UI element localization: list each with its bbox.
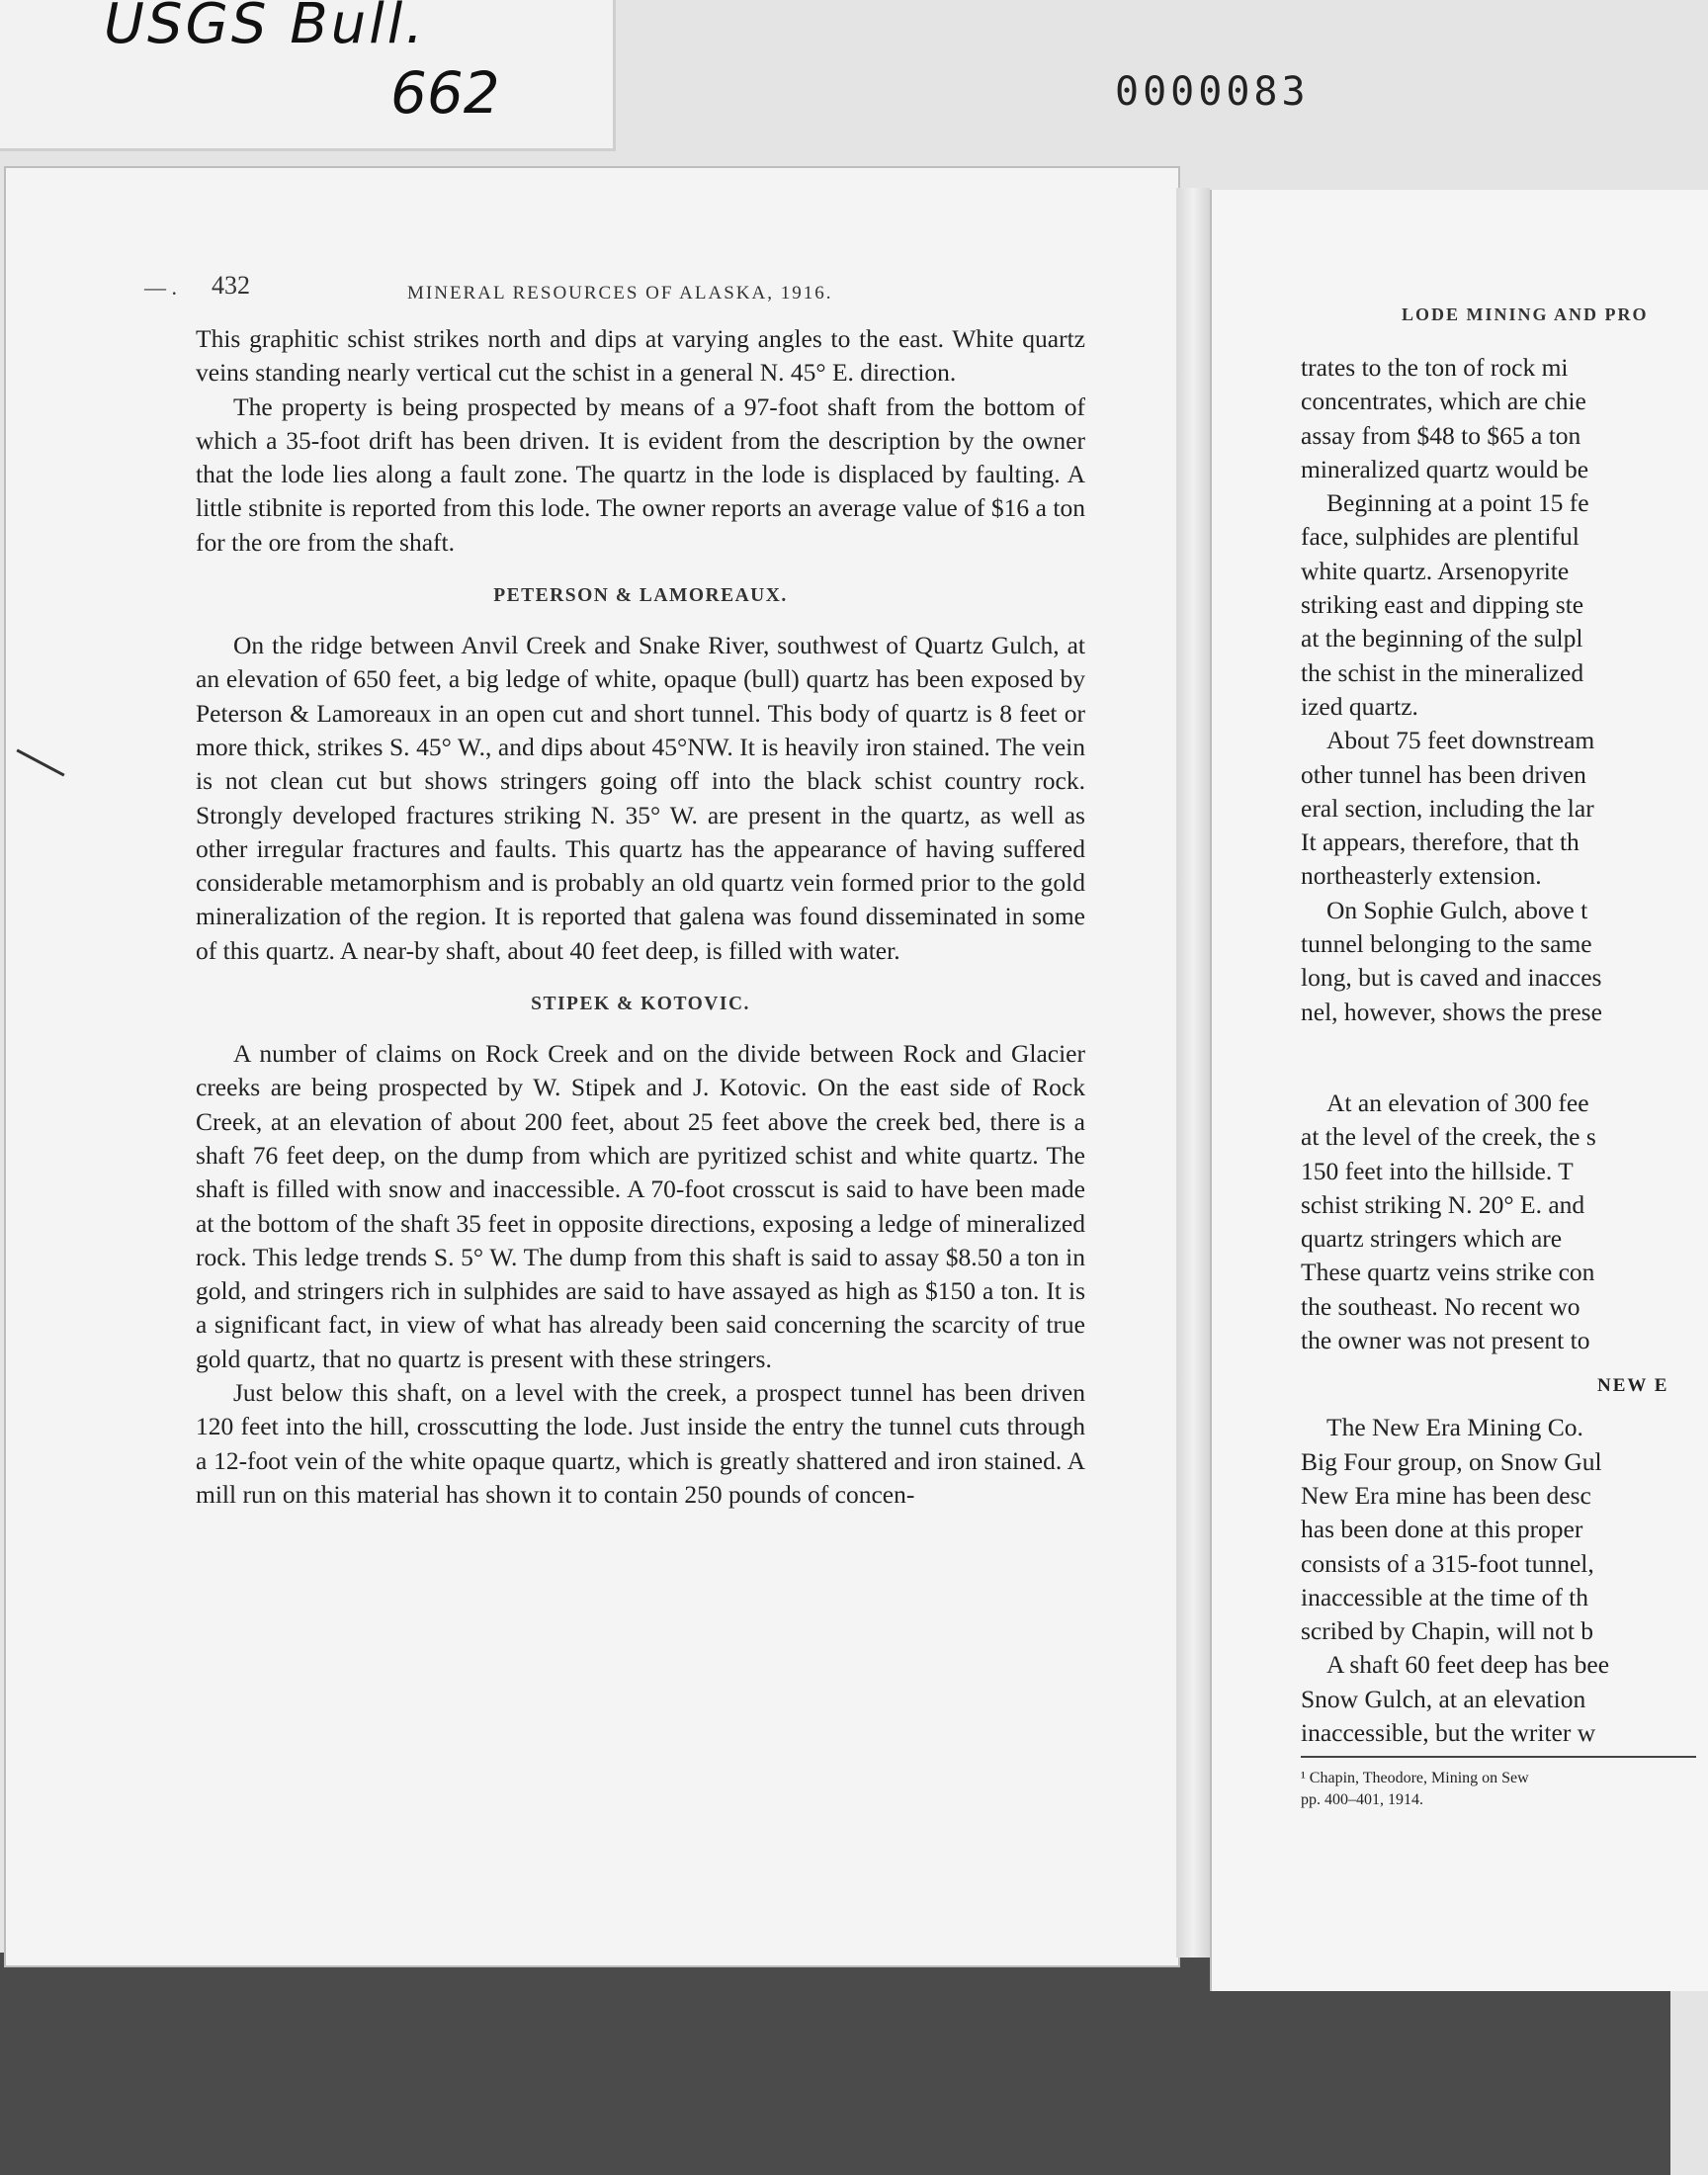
text-line: assay from $48 to $65 a ton	[1301, 420, 1581, 450]
right-running-head: LODE MINING AND PRO	[1402, 304, 1649, 324]
book-gutter	[1176, 188, 1210, 1958]
text-line: 150 feet into the hillside. T	[1301, 1156, 1574, 1185]
text-line: scribed by Chapin, will not b	[1301, 1616, 1594, 1646]
section-heading-stipek: STIPEK & KOTOVIC.	[531, 994, 750, 1015]
text-line: striking east and dipping ste	[1301, 590, 1584, 620]
text-line: face, sulphides are plentiful	[1301, 522, 1580, 552]
text-line: It appears, therefore, that th	[1301, 827, 1580, 857]
text-line: Big Four group, on Snow Gul	[1301, 1446, 1602, 1476]
paragraph-peterson: On the ridge between Anvil Creek and Snake River, southwest of Quartz Gulch, at an elevation of 650 feet, a big ledge of white, opaque (bull) quartz has been exposed by Peterson & Lamoreaux in an open cut and short tunnel. This body of quartz is 8 feet or more thick, strikes S. 45° W., and dips about 45°NW. It is heavily iron stained. The vein is not clean cut but shows stringers going off into the black schist country rock. Strongly developed fractures striking N. 35° W. are present in the quartz, as well as other irregular fractures and faults. This quartz has the appearance of having suffered considerable metamorphism and is probably an old quartz vein formed prior to the gold mineralization of the region. It is reported that galena was found disseminated in some of this quartz. A near-by shaft, about 40 feet deep, is filled with water.	[196, 631, 1085, 965]
text-line: at the level of the creek, the s	[1301, 1122, 1596, 1152]
text-line: the southeast. No recent wo	[1301, 1291, 1580, 1321]
right-block-shaft	[1301, 1648, 1708, 1750]
paragraph-tunnel: Just below this shaft, on a level with the creek, a prospect tunnel has been driven 120 feet into the hill, crosscutting the lode. Just inside the entry the tunnel cuts through a 12-foot vein of the white opaque quartz, which is greatly shattered and iron stained. A mill run on this material has shown it to contain 250 pounds of concen-	[196, 1378, 1085, 1509]
right-block-new-era	[1301, 1411, 1708, 1648]
text-line: eral section, including the lar	[1301, 793, 1594, 823]
blank-gap	[1301, 1029, 1708, 1087]
section-heading-new-era: NEW E	[1597, 1375, 1669, 1397]
text-line: concentrates, which are chie	[1301, 387, 1586, 416]
paragraph-schist: This graphitic schist strikes north and dips at varying angles to the east. White quartz veins standing nearly vertical cut the schist in a general N. 45° E. direction.	[196, 324, 1085, 388]
catalog-label-card	[0, 0, 616, 151]
document-number: 0000083	[1115, 69, 1310, 115]
text-line: quartz stringers which are	[1301, 1224, 1563, 1254]
text-line: other tunnel has been driven	[1301, 759, 1586, 789]
text-line: mineralized quartz would be	[1301, 454, 1589, 483]
text-line: ized quartz.	[1301, 691, 1418, 721]
text-line: These quartz veins strike con	[1301, 1258, 1595, 1287]
text-line: On Sophie Gulch, above t	[1326, 895, 1588, 924]
text-line: the owner was not present to	[1301, 1326, 1590, 1355]
handwritten-label-line2: 662	[390, 59, 500, 127]
text-line: inaccessible at the time of th	[1301, 1582, 1589, 1611]
text-line: consists of a 315-foot tunnel,	[1301, 1548, 1594, 1578]
paragraph-shaft: The property is being prospected by means of a 97-foot shaft from the bottom of which a 35-foot drift has been driven. It is evident from the description by the owner that the lode lies along a fault zone. The quartz in the lode is displaced by faulting. A little stibnite is reported from this lode. The owner reports an average value of $16 a ton for the ore from the shaft.	[196, 392, 1085, 557]
right-block-sulphides	[1301, 486, 1708, 724]
text-line: Beginning at a point 15 fe	[1326, 488, 1589, 518]
text-line: The New Era Mining Co.	[1326, 1413, 1583, 1442]
text-line: schist striking N. 20° E. and	[1301, 1189, 1585, 1219]
text-line: trates to the ton of rock mi	[1301, 353, 1569, 382]
text-line: inaccessible, but the writer w	[1301, 1717, 1596, 1747]
text-line: northeasterly extension.	[1301, 861, 1542, 891]
right-page	[1210, 190, 1708, 1991]
handwritten-label-line1: USGS Bull.	[104, 0, 427, 56]
section-heading-peterson: PETERSON & LAMOREAUX.	[493, 585, 788, 607]
page-number: 432	[212, 271, 250, 300]
right-text-column	[1301, 351, 1708, 1811]
text-line: At an elevation of 300 fee	[1326, 1088, 1589, 1117]
text-line: Snow Gulch, at an elevation	[1301, 1684, 1586, 1713]
text-line: the schist in the mineralized	[1301, 657, 1584, 687]
footnote-line1: ¹ Chapin, Theodore, Mining on Sew	[1301, 1770, 1529, 1787]
right-block-sophie-gulch	[1301, 894, 1708, 1029]
left-text-column	[196, 322, 1085, 1512]
footnote-line2: pp. 400–401, 1914.	[1301, 1791, 1423, 1809]
right-block-downstream	[1301, 724, 1708, 893]
text-line: New Era mine has been desc	[1301, 1480, 1591, 1510]
margin-dash: — .	[144, 275, 177, 300]
text-line: About 75 feet downstream	[1326, 726, 1595, 755]
text-line: nel, however, shows the prese	[1301, 997, 1602, 1026]
text-line: A shaft 60 feet deep has bee	[1326, 1650, 1610, 1680]
left-running-head: MINERAL RESOURCES OF ALASKA, 1916.	[407, 283, 833, 304]
text-line: tunnel belonging to the same	[1301, 929, 1592, 959]
right-block-concentrates	[1301, 351, 1708, 486]
paragraph-stipek: A number of claims on Rock Creek and on the divide between Rock and Glacier creeks are being prospected by W. Stipek and J. Kotovic. On the east side of Rock Creek, at an elevation of about 200 feet, about 25 feet above the creek bed, there is a shaft 76 feet deep, on the dump from which are pyritized schist and white quartz. The shaft is filled with snow and inaccessible. A 70-foot crosscut is said to have been made at the bottom of the shaft 35 feet in opposite directions, exposing a ledge of mineralized rock. This ledge trends S. 5° W. The dump from this shaft is said to assay $8.50 a ton in gold, and stringers rich in sulphides are said to have assayed as high as $150 a ton. It is a significant fact, in view of what has already been said concerning the scarcity of true gold quartz, that no quartz is present with these stringers.	[196, 1039, 1085, 1373]
text-line: has been done at this proper	[1301, 1515, 1583, 1544]
text-line: long, but is caved and inacces	[1301, 963, 1602, 993]
text-line: white quartz. Arsenopyrite	[1301, 556, 1570, 585]
right-block-elevation	[1301, 1087, 1708, 1357]
text-line: at the beginning of the sulpl	[1301, 624, 1583, 653]
footnote-rule	[1301, 1756, 1696, 1758]
